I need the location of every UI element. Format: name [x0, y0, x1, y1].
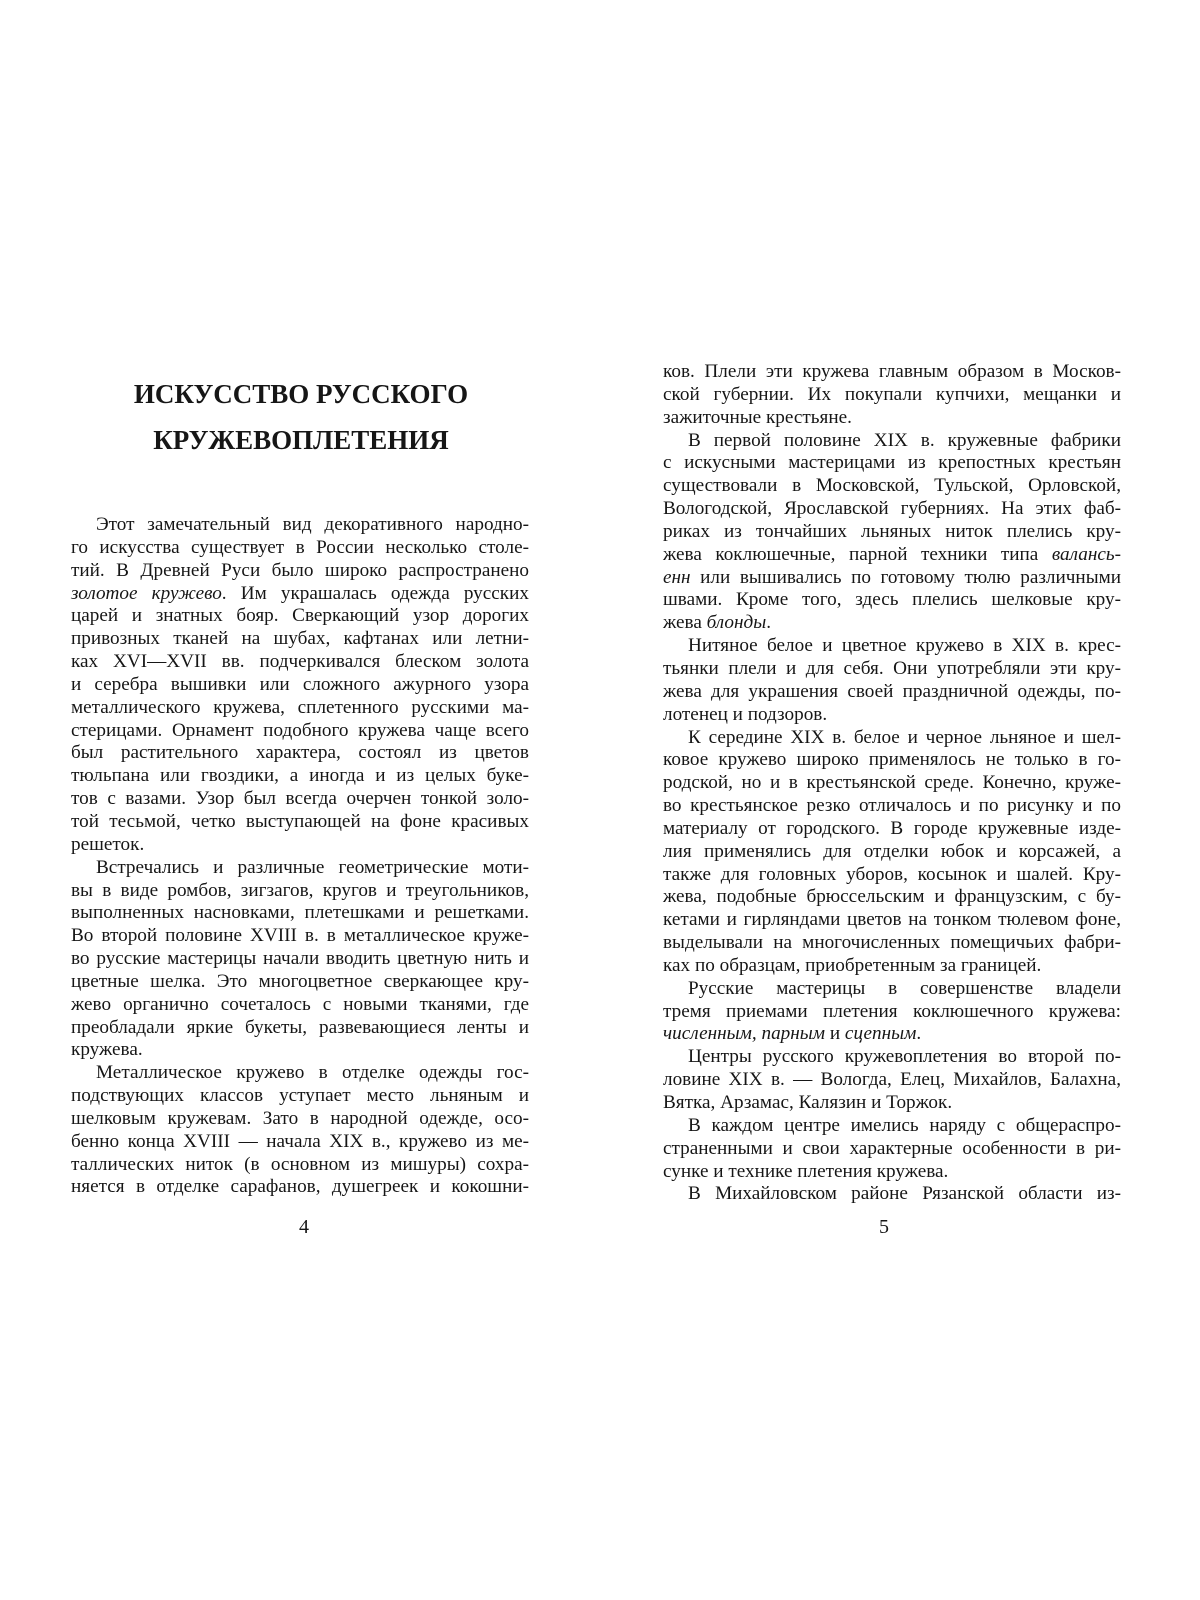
text-line: ской губернии. Их покупали купчихи, мещанки и [663, 383, 1121, 405]
italic-term: валансь- [1051, 543, 1121, 565]
text-line: тий. В Древней Руси было широко распространено [71, 559, 529, 581]
text-line: ках XVI—XVII вв. подчеркивался блеском золота [71, 651, 529, 673]
text-line: во русские мастерицы начали вводить цветную нить и [71, 948, 529, 970]
text-line: металлического кружева, сплетенного русскими ма- [71, 696, 529, 718]
text-line: лия применялись для отделки юбок и корсажей, а [663, 840, 1121, 862]
text-line: родской, но и в крестьянской среде. Конечно, круже- [663, 772, 1121, 794]
text-line: ловине XIX в. — Вологда, Елец, Михайлов, Балахна, [663, 1069, 1121, 1091]
text-line: стерицами. Орнамент подобного кружева чаще всего [71, 719, 529, 741]
text-line: тов с вазами. Узор был всегда очерчен тонкой золо- [71, 788, 529, 810]
text-line: также для головных уборов, косынок и шалей. Кру- [663, 863, 1121, 885]
text-line: ковое кружево широко применялось не только в го- [663, 749, 1121, 771]
text-line: Центры русского кружевоплетения во второй по- [688, 1046, 1121, 1068]
text-line: В Михайловском районе Рязанской области из- [688, 1183, 1121, 1205]
text-line: лотенец и подзоров. [663, 703, 828, 725]
text-line: Нитяное белое и цветное кружево в XIX в. крес- [688, 635, 1121, 657]
text-line: был растительного характера, состоял из цветов [71, 742, 529, 764]
text-line: няется в отделке сарафанов, душегреек и кокошни- [71, 1176, 529, 1198]
chapter-title-line-2: КРУЖЕВОПЛЕТЕНИЯ [153, 425, 449, 455]
text-line: и серебра вышивки или сложного ажурного узора [71, 673, 529, 695]
italic-term: блонды [706, 612, 767, 634]
text-line: жево органично сочеталось с новыми тканями, где [71, 993, 529, 1015]
text-line: материалу от городского. В городе кружевные изде- [663, 817, 1121, 839]
text-line: численным, парным и сцепным. [663, 1023, 922, 1045]
text-line: В каждом центре имелись наряду с общераспро- [688, 1114, 1121, 1136]
text-line: страненными и свои характерные особенности в ри- [663, 1137, 1121, 1159]
text-line: во крестьянское резко отличалось и по рисунку и по [663, 795, 1121, 817]
text-line: шелковым кружевам. Зато в народной одежде, осо- [71, 1107, 529, 1129]
text-line: риках из тончайших льняных ниток плелись кру- [663, 520, 1121, 542]
text-line: преобладали яркие букеты, развевающиеся ленты и [71, 1016, 529, 1038]
text-line: бенно конца XVIII — начала XIX в., кружево из ме- [71, 1130, 529, 1152]
text-line: ках по образцам, приобретенным за границей. [663, 954, 1042, 976]
italic-term: сцепным [844, 1023, 917, 1045]
text-line: Металлическое кружево в отделке одежды гос- [96, 1062, 529, 1084]
italic-term: енн [663, 566, 691, 588]
text-line: выделывали на многочисленных помещичьих фабри- [663, 932, 1121, 954]
text-line: К середине XIX в. белое и черное льняное и шел- [688, 726, 1121, 748]
text-line: Этот замечательный вид декоративного народно- [96, 514, 529, 535]
text-line: решеток. [71, 833, 145, 855]
text-line: с искусными мастерицами из крепостных крестьян [663, 452, 1121, 474]
text-line: подствующих классов уступает место льняным и [71, 1085, 529, 1107]
text-line: кружева. [71, 1039, 143, 1061]
text-line: Вятка, Арзамас, Калязин и Торжок. [663, 1092, 953, 1113]
text-line: Вологодской, Ярославской губерниях. На этих фаб- [663, 498, 1121, 520]
text-line: тремя приемами плетения коклюшечного кружева: [663, 1000, 1121, 1022]
text-line: золотое кружево. Им украшалась одежда русских [71, 582, 529, 604]
text-line: швами. Кроме того, здесь плелись шелковые кру- [663, 589, 1121, 611]
text-line: сунке и технике плетения кружева. [663, 1160, 949, 1182]
text-line: В первой половине XIX в. кружевные фабрики [688, 429, 1121, 451]
text-line: выполненных насновками, плетешками и решетками. [71, 902, 529, 924]
text-line: царей и знатных бояр. Сверкающий узор дорогих [71, 605, 529, 627]
text-line: жева блонды. [663, 612, 772, 634]
text-line: енн или вышивались по готовому тюлю различными [663, 566, 1121, 588]
text-line: вы в виде ромбов, зигзагов, кругов и треугольников, [71, 879, 529, 901]
text-line: Во второй половине XVIII в. в металлическое круже- [71, 925, 529, 947]
text-line: тьянки плели и для себя. Они употребляли эти кру- [663, 657, 1121, 679]
right-text-column [663, 361, 1121, 1206]
text-line: жева коклюшечные, парной техники типа валансь- [663, 543, 1121, 565]
text-line: тюльпана или гвоздики, а иногда и из целых буке- [71, 765, 529, 787]
chapter-title-line-1: ИСКУССТВО РУССКОГО [133, 379, 469, 409]
text-line: жева, подобные брюссельским и французским, с бу- [663, 886, 1121, 908]
italic-term: золотое кружево [71, 582, 222, 604]
text-line: кетами и гирляндами цветов на тонком тюлевом фоне, [663, 909, 1121, 931]
text-line: зажиточные крестьяне. [663, 406, 852, 428]
left-text-column [71, 514, 529, 1199]
page-number: 4 [299, 1216, 309, 1238]
page-number: 5 [879, 1216, 889, 1238]
text-line: Встречались и различные геометрические моти- [96, 856, 529, 878]
text-line: таллических ниток (в основном из мишуры) сохра- [71, 1153, 529, 1175]
text-line: цветные шелка. Это многоцветное сверкающее кру- [71, 970, 529, 992]
text-line: существовали в Московской, Тульской, Орловской, [663, 475, 1121, 497]
italic-term: численным, парным [663, 1023, 826, 1045]
text-line: ков. Плели эти кружева главным образом в Москов- [663, 361, 1121, 382]
text-line: жева для украшения своей праздничной одежды, по- [663, 680, 1121, 702]
text-line: го искусства существует в России несколько столе- [71, 536, 529, 558]
text-line: привозных тканей на шубах, кафтанах или летни- [71, 628, 529, 650]
text-line: Русские мастерицы в совершенстве владели [688, 977, 1121, 999]
text-line: той тесьмой, четко выступающей на фоне красивых [71, 810, 529, 832]
